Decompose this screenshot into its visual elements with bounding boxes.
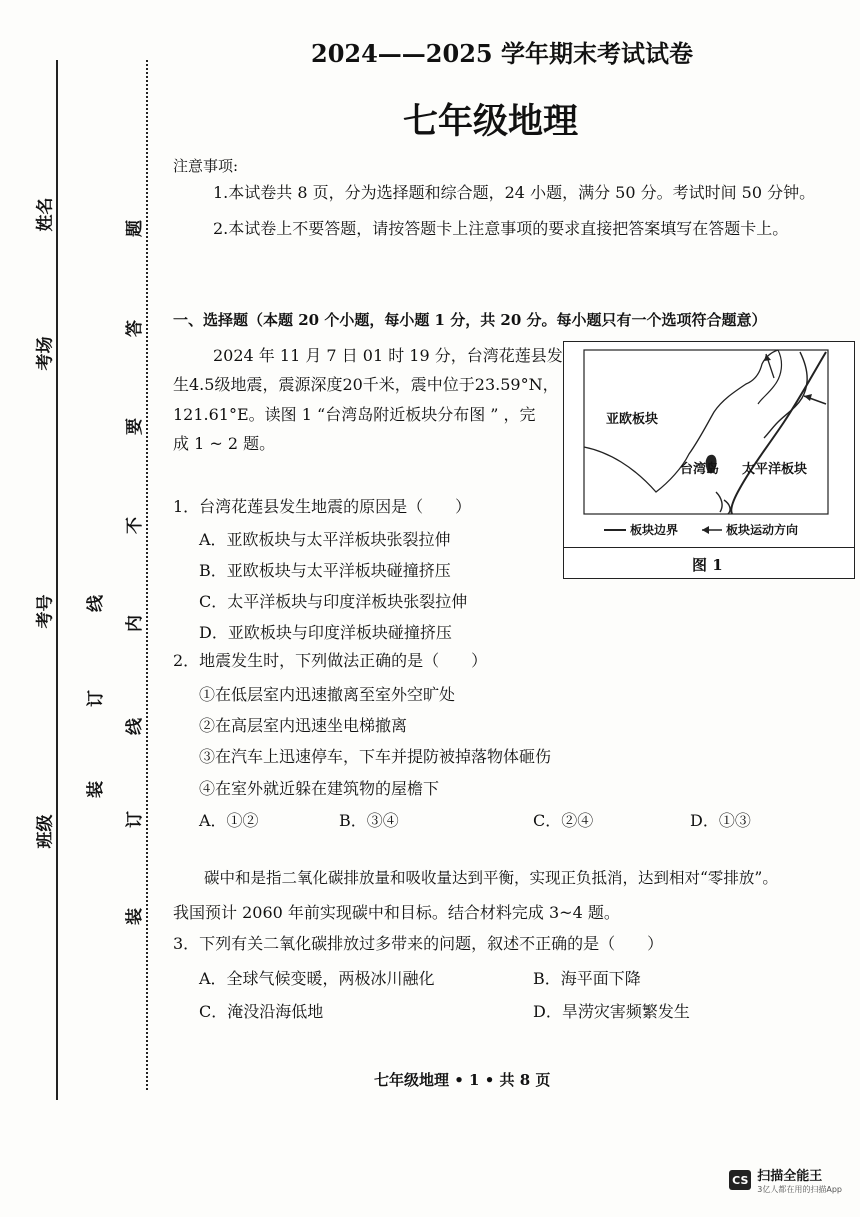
legend-arrow-head	[702, 526, 709, 534]
q3-option-a: A．全球气候变暖，两极冰川融化	[199, 969, 435, 988]
legend-direction-label: 板块运动方向	[726, 523, 799, 537]
q1-option-b: B．亚欧板块与太平洋板块碰撞挤压	[199, 561, 451, 580]
outer-char-zhuang: 装	[86, 781, 106, 798]
q2-statement-2: ②在高层室内迅速坐电梯撤离	[199, 716, 408, 735]
q2-stem: 2．地震发生时，下列做法正确的是（ ）	[173, 651, 488, 670]
q1-option-a: A．亚欧板块与太平洋板块张裂拉伸	[199, 530, 451, 549]
notes-heading: 注意事项:	[173, 157, 239, 175]
q3-option-d: D．旱涝灾害频繁发生	[533, 1002, 690, 1021]
exam-title: 2024——2025 学年期末考试试卷	[311, 39, 693, 68]
q3-option-b: B．海平面下降	[533, 969, 641, 988]
figure-caption-divider	[564, 547, 854, 548]
warning-char-5: 内	[125, 615, 145, 632]
label-eurasian-plate: 亚欧板块	[606, 412, 659, 427]
room-label: 考场	[35, 336, 56, 371]
legend-boundary-label: 板块边界	[630, 523, 679, 537]
passage1-line3: 121.61°E。读图 1 “台湾岛附近板块分布图 ” ，完	[173, 405, 536, 424]
label-pacific-plate: 太平洋板块	[742, 462, 808, 477]
scanner-tagline: 3亿人都在用的扫描App	[757, 1185, 842, 1194]
scanner-watermark	[729, 1165, 842, 1195]
warning-char-6: 线	[125, 718, 145, 735]
warning-char-3: 要	[125, 418, 145, 435]
figure-1-map	[563, 341, 855, 579]
section-heading: 一、选择题（本题 20 个小题，每小题 1 分，共 20 分。每小题只有一个选项符合题意）	[173, 311, 767, 329]
passage1-line1: 2024 年 11 月 7 日 01 时 19 分，台湾花莲县发	[213, 346, 563, 365]
q2-statement-4: ④在室外就近躲在建筑物的屋檐下	[199, 779, 440, 798]
q2-statement-3: ③在汽车上迅速停车，下车并提防被掉落物体砸伤	[199, 747, 552, 766]
warning-char-7: 订	[125, 811, 145, 828]
outer-char-ding: 订	[86, 690, 106, 707]
label-taiwan-island: 台湾岛	[680, 462, 720, 477]
warning-char-4: 不	[125, 517, 145, 534]
warning-char-1: 题	[125, 220, 145, 237]
q2-option-c: C．②④	[533, 811, 594, 830]
q1-stem: 1．台湾花莲县发生地震的原因是（ ）	[173, 497, 472, 516]
q2-option-b: B．③④	[339, 811, 399, 830]
warning-char-8: 装	[125, 908, 145, 925]
id-label: 考号	[35, 594, 56, 629]
warning-char-2: 答	[125, 320, 145, 337]
binding-line-left	[56, 60, 58, 1100]
passage2-line1: 碳中和是指二氧化碳排放量和吸收量达到平衡，实现正负抵消，达到相对“零排放”。	[204, 869, 778, 887]
q1-option-c: C．太平洋板块与印度洋板块张裂拉伸	[199, 592, 468, 611]
q2-statement-1: ①在低层室内迅速撤离至室外空旷处	[199, 685, 456, 704]
name-label: 姓名	[35, 197, 56, 232]
passage1-line2: 生4.5级地震，震源深度20千米，震中位于23.59°N，	[173, 375, 559, 394]
scanner-app-name: 扫描全能王	[757, 1169, 823, 1184]
map-frame	[584, 350, 828, 514]
passage1-line4: 成 1 ~ 2 题。	[173, 434, 276, 453]
scanner-logo-icon: CS	[729, 1170, 751, 1190]
q3-option-c: C．淹没沿海低地	[199, 1002, 324, 1021]
q2-option-d: D．①③	[690, 811, 751, 830]
figure-caption: 图 1	[692, 556, 723, 574]
notes-item-1: 1.本试卷共 8 页，分为选择题和综合题，24 小题，满分 50 分。考试时间 50 分钟。	[213, 183, 816, 202]
passage2-line2: 我国预计 2060 年前实现碳中和目标。结合材料完成 3~4 题。	[173, 903, 620, 922]
q2-option-a: A．①②	[199, 811, 259, 830]
binding-dashed-line	[146, 60, 148, 1090]
notes-item-2: 2.本试卷上不要答题，请按答题卡上注意事项的要求直接把答案填写在答题卡上。	[213, 219, 789, 238]
q1-option-d: D．亚欧板块与印度洋板块碰撞挤压	[199, 623, 452, 642]
q3-stem: 3．下列有关二氧化碳排放过多带来的问题，叙述不正确的是（ ）	[173, 934, 664, 953]
class-label: 班级	[35, 814, 56, 849]
outer-char-line: 线	[86, 595, 106, 612]
subject-title: 七年级地理	[403, 101, 579, 142]
page-footer: 七年级地理 • 1 • 共 8 页	[374, 1071, 551, 1089]
